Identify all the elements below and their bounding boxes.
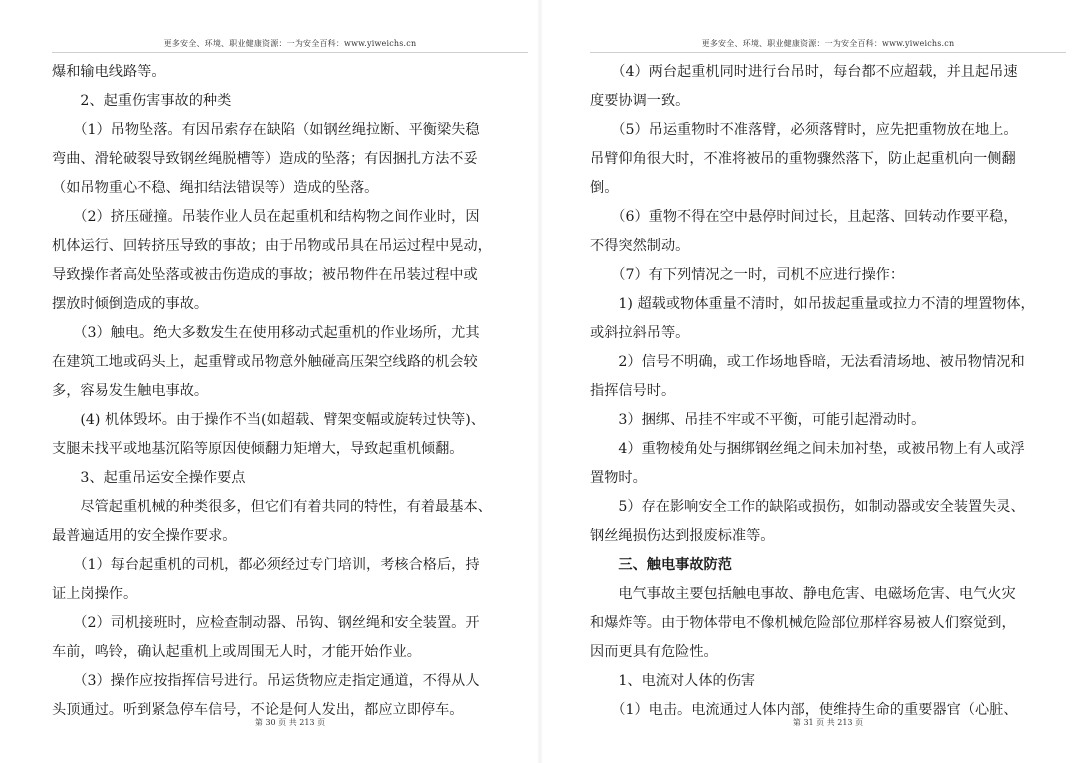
text-line: 爆和输电线路等。: [52, 64, 166, 80]
text-line: 指挥信号时。: [590, 383, 676, 399]
right-page-body: [590, 58, 1066, 725]
right-header-rule: [590, 52, 1066, 53]
text-line: （1）吊物坠落。有因吊索存在缺陷（如钢丝绳拉断、平衡梁失稳: [52, 122, 480, 138]
text-line: （3）操作应按指挥信号进行。吊运货物应走指定通道，不得从人: [52, 673, 480, 689]
text-line: 倒。: [590, 180, 619, 196]
text-line: 5）存在影响安全工作的缺陷或损伤，如制动器或安全装置失灵、: [590, 499, 1025, 515]
text-line: （1）每台起重机的司机，都必须经过专门培训，考核合格后，持: [52, 557, 480, 573]
text-line: （3）触电。绝大多数发生在使用移动式起重机的作业场所，尤其: [52, 325, 480, 341]
text-line: （5）吊运重物时不准落臂，必须落臂时，应先把重物放在地上。: [590, 122, 1018, 138]
text-line: 或斜拉斜吊等。: [590, 325, 690, 341]
section-heading: 三、触电事故防范: [590, 557, 732, 573]
text-line: 和爆炸等。由于物体带电不像机械危险部位那样容易被人们察觉到，: [590, 615, 1016, 631]
text-line: 3）捆绑、吊挂不牢或不平衡，可能引起滑动时。: [590, 412, 926, 428]
text-line: 电气事故主要包括触电事故、静电危害、电磁场危害、电气火灾: [590, 586, 1016, 602]
text-line: （1）电击。电流通过人体内部，使维持生命的重要器官（心脏、: [590, 702, 1018, 718]
text-line: 导致操作者高处坠落或被击伤造成的事故；被吊物件在吊装过程中或: [52, 267, 478, 283]
text-line: （2）挤压碰撞。吊装作业人员在起重机和结构物之间作业时，因: [52, 209, 480, 225]
text-line: 因而更具有危险性。: [590, 644, 718, 660]
left-page: [52, 0, 528, 763]
text-line: 多，容易发生触电事故。: [52, 383, 209, 399]
text-line: 置物时。: [590, 470, 647, 486]
right-page-text: [590, 58, 1066, 725]
text-line: 钢丝绳损伤达到报废标准等。: [590, 528, 775, 544]
right-page-header: 更多安全、环境、职业健康资源：一为安全百科：www.yiweichs.cn: [701, 39, 955, 48]
page-gutter: [537, 0, 543, 763]
text-line: 不得突然制动。: [590, 238, 690, 254]
text-line: 在建筑工地或码头上，起重臂或吊物意外触碰高压架空线路的机会较: [52, 354, 478, 370]
left-page-text: [52, 58, 528, 725]
text-line: （7）有下列情况之一时，司机不应进行操作：: [590, 267, 905, 283]
text-line: 度要协调一致。: [590, 93, 690, 109]
right-page: [590, 0, 1066, 763]
text-line: 2、起重伤害事故的种类: [52, 93, 232, 109]
text-line: 弯曲、滑轮破裂导致钢丝绳脱槽等）造成的坠落；有因捆扎方法不妥: [52, 151, 478, 167]
text-line: （4）两台起重机同时进行台吊时，每台都不应超载，并且起吊速: [590, 64, 1018, 80]
text-line: 吊臂仰角很大时，不准将被吊的重物骤然落下，防止起重机向一侧翻: [590, 151, 1016, 167]
text-line: 车前，鸣铃，确认起重机上或周围无人时，才能开始作业。: [52, 644, 421, 660]
left-page-footer: 第 30 页 共 213 页: [254, 718, 326, 727]
left-header-rule: [52, 52, 528, 53]
text-line: 2）信号不明确，或工作场地昏暗，无法看清场地、被吊物情况和: [590, 354, 1025, 370]
text-line: （6）重物不得在空中悬停时间过长，且起落、回转动作要平稳，: [590, 209, 1018, 225]
text-line: （2）司机接班时，应检查制动器、吊钩、钢丝绳和安全装置。开: [52, 615, 480, 631]
text-line: 3、起重吊运安全操作要点: [52, 470, 246, 486]
text-line: 1、电流对人体的伤害: [590, 673, 756, 689]
text-line: (4) 机体毁坏。由于操作不当(如超载、臂架变幅或旋转过快等)、: [52, 412, 485, 428]
text-line: 最普遍适用的安全操作要求。: [52, 528, 237, 544]
text-line: 4）重物棱角处与捆绑钢丝绳之间未加衬垫，或被吊物上有人或浮: [590, 441, 1025, 457]
text-line: 机体运行、回转挤压导致的事故；由于吊物或吊具在吊运过程中晃动，: [52, 238, 492, 254]
text-line: 1) 超载或物体重量不清时，如吊拔起重量或拉力不清的埋置物体，: [590, 296, 1035, 312]
left-page-header: 更多安全、环境、职业健康资源：一为安全百科：www.yiweichs.cn: [163, 39, 417, 48]
text-line: 摆放时倾倒造成的事故。: [52, 296, 209, 312]
text-line: 支腿未找平或地基沉陷等原因使倾翻力矩增大，导致起重机倾翻。: [52, 441, 464, 457]
text-line: 头顶通过。听到紧急停车信号，不论是何人发出，都应立即停车。: [52, 702, 464, 718]
text-line: 证上岗操作。: [52, 586, 138, 602]
right-page-footer: 第 31 页 共 213 页: [792, 718, 864, 727]
text-line: 尽管起重机械的种类很多，但它们有着共同的特性，有着最基本、: [52, 499, 492, 515]
text-line: （如吊物重心不稳、绳扣结法错误等）造成的坠落。: [52, 180, 379, 196]
left-page-body: [52, 58, 528, 725]
